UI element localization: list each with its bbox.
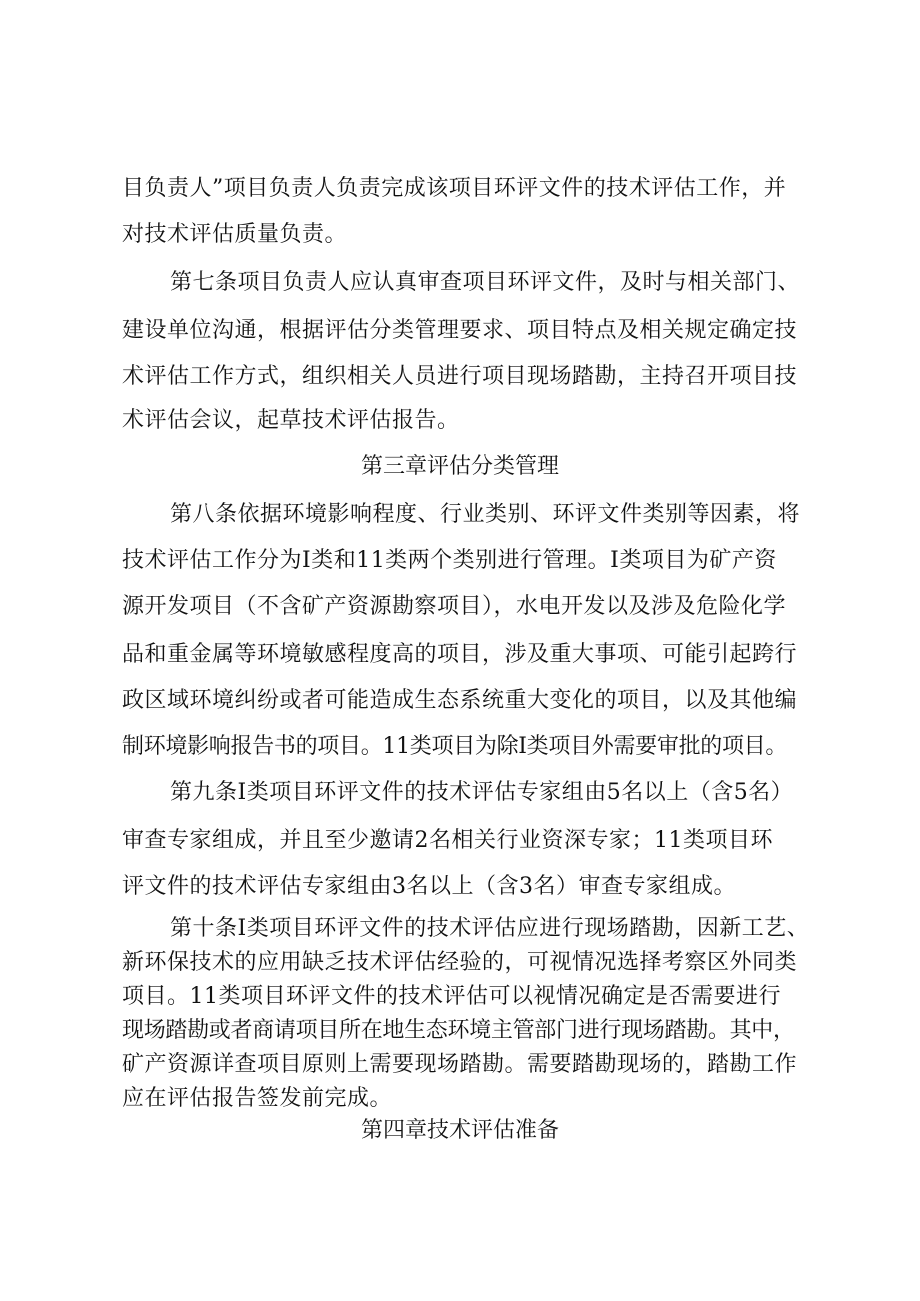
article-7-line: 第七条项目负责人应认真审查项目环评文件，及时与相关部门、 <box>170 270 801 295</box>
paragraph-line: 制环境影响报告书的项目。11类项目为除I类项目外需要审批的项目。 <box>122 734 788 759</box>
chapter-4-heading: 第四章技术评估准备 <box>360 1118 559 1143</box>
article-10-line: 第十条I类项目环评文件的技术评估应进行现场踏勘，因新工艺、 <box>170 916 810 941</box>
paragraph-line: 目负责人”项目负责人负责完成该项目环评文件的技术评估工作，并 <box>122 176 787 201</box>
paragraph-line: 术评估会议，起草技术评估报告。 <box>122 408 460 433</box>
paragraph-line: 建设单位沟通，根据评估分类管理要求、项目特点及相关规定确定技 <box>122 318 798 343</box>
paragraph-line: 矿产资源详查项目原则上需要现场踏勘。需要踏勘现场的，踏勘工作 <box>122 1052 798 1077</box>
article-8-line: 第八条依据环境影响程度、行业类别、环评文件类别等因素，将 <box>170 502 801 527</box>
paragraph-line: 项目。11类项目环评文件的技术评估可以视情况确定是否需要进行 <box>122 984 781 1009</box>
paragraph-line: 评文件的技术评估专家组由3名以上（含3名）审查专家组成。 <box>122 874 736 899</box>
chapter-3-heading: 第三章评估分类管理 <box>360 454 559 479</box>
paragraph-line: 术评估工作方式，组织相关人员进行项目现场踏勘，主持召开项目技 <box>122 364 798 389</box>
paragraph-line: 对技术评估质量负责。 <box>122 222 348 247</box>
paragraph-line: 品和重金属等环境敏感程度高的项目，涉及重大事项、可能引起跨行 <box>122 642 798 667</box>
article-9-line: 第九条I类项目环评文件的技术评估专家组由5名以上（含5名） <box>170 780 794 805</box>
paragraph-line: 政区域环境纠纷或者可能造成生态系统重大变化的项目，以及其他编 <box>122 688 798 713</box>
paragraph-line: 现场踏勘或者商请项目所在地生态环境主管部门进行现场踏勘。其中， <box>122 1018 795 1043</box>
paragraph-line: 源开发项目（不含矿产资源勘察项目），水电开发以及涉及危险化学 <box>122 594 787 619</box>
paragraph-line: 审查专家组成，并且至少邀请2名相关行业资深专家；11类项目环 <box>122 828 773 853</box>
paragraph-line: 新环保技术的应用缺乏技术评估经验的，可视情况选择考察区外同类 <box>122 950 798 975</box>
paragraph-line: 应在评估报告签发前完成。 <box>122 1086 393 1111</box>
paragraph-line: 技术评估工作分为I类和11类两个类别进行管理。I类项目为矿产资 <box>122 548 777 573</box>
